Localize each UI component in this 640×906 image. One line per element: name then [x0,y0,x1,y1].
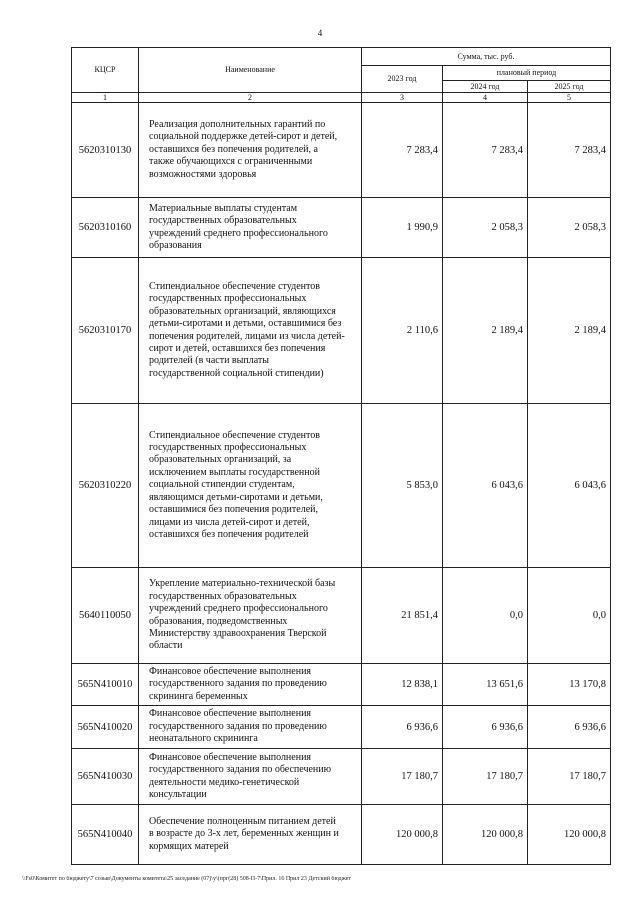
row-name [139,568,362,664]
row-value-2025: 17 180,7 [528,749,611,805]
row-name-line: социальной поддержке детей-сирот и детей, [149,131,338,143]
row-name [139,706,362,749]
row-value-2024: 120 000,8 [443,805,528,865]
header-year-2023: 2023 год [362,66,443,93]
row-name-line: скрининга беременных [149,690,248,702]
row-value-2024: 2 058,3 [443,198,528,258]
row-value-2023: 6 936,6 [362,706,443,749]
row-value-2025: 2 058,3 [528,198,611,258]
row-code: 565N410010 [72,664,139,706]
row-value-2023: 17 180,7 [362,749,443,805]
row-name-line: Материальные выплаты студентам [149,202,298,214]
table-row [72,103,611,198]
row-name-line: сирот и детей, оставшихся без попечения [149,342,326,354]
row-name-line: Финансовое обеспечение выполнения [149,751,312,763]
column-number: 1 [72,93,139,103]
row-code: 5620310170 [72,258,139,404]
row-name [139,664,362,706]
row-value-2025: 2 189,4 [528,258,611,404]
row-name-line: государственных профессиональных [149,293,307,305]
row-name-line: неонатального скрининга [149,733,258,745]
table-row [72,198,611,258]
row-value-2023: 2 110,6 [362,258,443,404]
row-name-line: Стипендиальное обеспечение студентов [149,280,320,292]
row-name [139,404,362,568]
row-value-2024: 13 651,6 [443,664,528,706]
table-row [72,568,611,664]
table-row [72,404,611,568]
table-row [72,805,611,865]
row-name-line: учреждений среднего профессионального [149,603,328,615]
header-code: КЦСР [72,48,139,93]
header-year-2024: 2024 год [443,81,528,93]
row-value-2024: 2 189,4 [443,258,528,404]
header-name: Наименование [139,48,362,93]
row-value-2025: 0,0 [528,568,611,664]
row-code: 565N410030 [72,749,139,805]
row-name-line: образования [149,239,202,251]
row-name-line: оставшимися без попечения родителей, [149,504,318,516]
row-name-line: Укрепление материально-технической базы [149,578,336,590]
row-name-line: учреждений среднего профессионального [149,227,328,239]
row-name-line: являющимся детьми-сиротами и детьми, [149,491,323,503]
column-number-row [72,93,611,103]
row-code: 5620310130 [72,103,139,198]
row-name-line: государственного задания по проведению [149,678,327,690]
row-name-line: возможностями здоровья [149,168,257,180]
row-value-2023: 21 851,4 [362,568,443,664]
row-value-2024: 6 043,6 [443,404,528,568]
row-value-2023: 12 838,1 [362,664,443,706]
row-name [139,805,362,865]
row-name [139,103,362,198]
row-code: 565N410020 [72,706,139,749]
row-name-line: области [149,640,183,652]
column-number: 2 [139,93,362,103]
row-name [139,749,362,805]
row-name-line: также обучающихся с ограниченными [149,156,313,168]
row-name-line: Обеспечение полноценным питанием детей [149,815,336,827]
row-code: 5620310220 [72,404,139,568]
budget-table [71,47,611,865]
row-value-2025: 120 000,8 [528,805,611,865]
row-value-2025: 13 170,8 [528,664,611,706]
row-name-line: кормящих матерей [149,840,229,852]
row-value-2023: 120 000,8 [362,805,443,865]
table-row [72,706,611,749]
row-name-line: детьми-сиротами и детьми, оставшимися без [149,318,342,330]
row-name-line: лицами из числа детей-сирот и детей, [149,516,310,528]
row-value-2025: 6 043,6 [528,404,611,568]
row-name-line: государственного задания по обеспечению [149,764,332,776]
row-name-line: оставшихся без попечения родителей [149,528,309,540]
row-name-line: в возрасте до 3-х лет, беременных женщин и [149,828,339,840]
row-value-2023: 1 990,9 [362,198,443,258]
row-name-line: государственной социальной стипендии) [149,367,324,379]
page-number: 4 [317,28,323,38]
row-value-2024: 0,0 [443,568,528,664]
row-code: 565N410040 [72,805,139,865]
row-name-line: государственных образовательных [149,215,297,227]
row-name-line: государственного задания по проведению [149,720,327,732]
row-name-line: государственных образовательных [149,590,297,602]
row-name-line: консультации [149,788,207,800]
column-number: 5 [528,93,611,103]
row-name-line: социальной стипендии студентам, [149,479,295,491]
row-value-2025: 7 283,4 [528,103,611,198]
row-name-line: Реализация дополнительных гарантий по [149,118,326,130]
row-name-line: государственных профессиональных [149,442,307,454]
row-name-line: оставшихся без попечения родителей, а [149,143,318,155]
row-name-line: родителей (в части выплаты [149,355,269,367]
table-row [72,664,611,706]
row-value-2023: 7 283,4 [362,103,443,198]
row-name [139,198,362,258]
row-name-line: Министерству здравоохранения Тверской [149,627,327,639]
row-name-line: образовательных организаций, за [149,454,292,466]
column-number: 3 [362,93,443,103]
header-year-2025: 2025 год [528,81,611,93]
table-row [72,749,611,805]
row-name-line: деятельности медико-генетической [149,776,300,788]
table-row [72,258,611,404]
row-name-line: Стипендиальное обеспечение студентов [149,429,320,441]
row-name-line: Финансовое обеспечение выполнения [149,708,312,720]
row-value-2025: 6 936,6 [528,706,611,749]
row-name [139,258,362,404]
row-code: 5620310160 [72,198,139,258]
header-sum: Сумма, тыс. руб. [362,48,611,66]
row-name-line: Финансовое обеспечение выполнения [149,665,312,677]
row-value-2024: 6 936,6 [443,706,528,749]
row-name-line: попечения родителей, лицами из числа детей- [149,330,345,342]
header-plan-period: плановый период [443,66,611,81]
row-name-line: исключением выплаты государственной [149,466,320,478]
footer-path: \\Fs0\Комитет по бюджету\7 созыв\Документы комитета\25 заседание (07)\у\(прг(28) 508-П-7\Прил. 16 Прил 23 Детский бюджет [22,876,352,882]
row-name-line: образования, подведомственных [149,615,288,627]
row-value-2024: 17 180,7 [443,749,528,805]
row-name-line: образовательных организаций, являющихся [149,305,336,317]
row-value-2024: 7 283,4 [443,103,528,198]
row-value-2023: 5 853,0 [362,404,443,568]
column-number: 4 [443,93,528,103]
row-code: 5640110050 [72,568,139,664]
